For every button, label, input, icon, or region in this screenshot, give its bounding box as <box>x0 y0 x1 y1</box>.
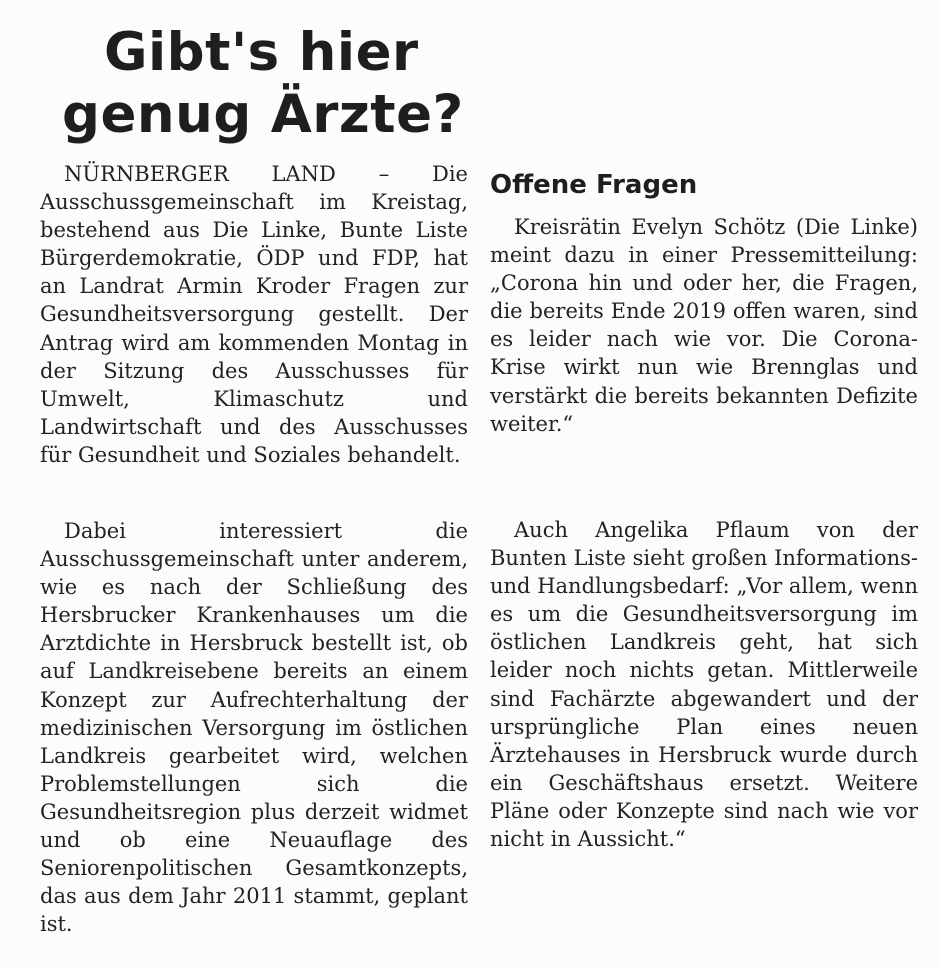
paragraph-questions: Dabei interessiert die Ausschussgemeinschaft unter anderem, wie es nach der Schließung des Hersbrucker Krankenhauses um die Arztdichte in Hersbruck bestellt ist, ob auf Landkreisebene bereits an einem Konzept zur Aufrechterhaltung der medizinischen Versorgung im östlichen Landkreis gearbeitet wird, welchen Problemstellungen sich die Gesundheitsregion plus derzeit widmet und ob eine Neuauflage des Seniorenpolitischen Gesamtkonzepts, das aus dem Jahr 2011 stammt, geplant ist. <box>40 519 468 937</box>
headline <box>62 22 482 146</box>
column-right-bottom <box>490 516 918 853</box>
subheadline: Offene Fragen <box>490 170 698 200</box>
headline-line-1: Gibt's hier <box>104 22 419 83</box>
paragraph-schoetz-quote: Kreisrätin Evelyn Schötz (Die Linke) meint dazu in einer Pressemitteilung: „Corona hin und oder her, die Fragen, die bereits Ende 2019 offen waren, sind es leider nach wie vor. Die Corona-Krise wirkt nun wie Brennglas und verstärkt die bereits bekannten Defizite weiter.“ <box>490 215 918 436</box>
column-left-top <box>40 160 468 469</box>
paragraph-intro: NÜRNBERGER LAND – Die Ausschussgemeinschaft im Kreistag, bestehend aus Die Linke, Bunte Liste Bürgerdemokratie, ÖDP und FDP, hat an Landrat Armin Kroder Fragen zur Gesundheitsversorgung gestellt. Der Antrag wird am kommenden Montag in der Sitzung des Ausschusses für Umwelt, Klimaschutz und Landwirtschaft und des Ausschusses für Gesundheit und Soziales behandelt. <box>40 162 468 467</box>
column-right-top <box>490 213 918 438</box>
paragraph-pflaum-quote: Auch Angelika Pflaum von der Bunten Liste sieht großen Informations- und Handlungsbedarf: „Vor allem, wenn es um die Gesundheitsversorgung im östlichen Landkreis geht, hat sich leider noch nichts getan. Mittlerweile sind Fachärzte abgewandert und der ursprüngliche Plan eines neuen Ärztehauses in Hersbruck wurde durch ein Geschäftshaus ersetzt. Weitere Pläne oder Konzepte sind nach wie vor nicht in Aussicht.“ <box>490 518 918 852</box>
column-left-bottom <box>40 517 468 938</box>
headline-line-2: genug Ärzte? <box>62 84 464 145</box>
